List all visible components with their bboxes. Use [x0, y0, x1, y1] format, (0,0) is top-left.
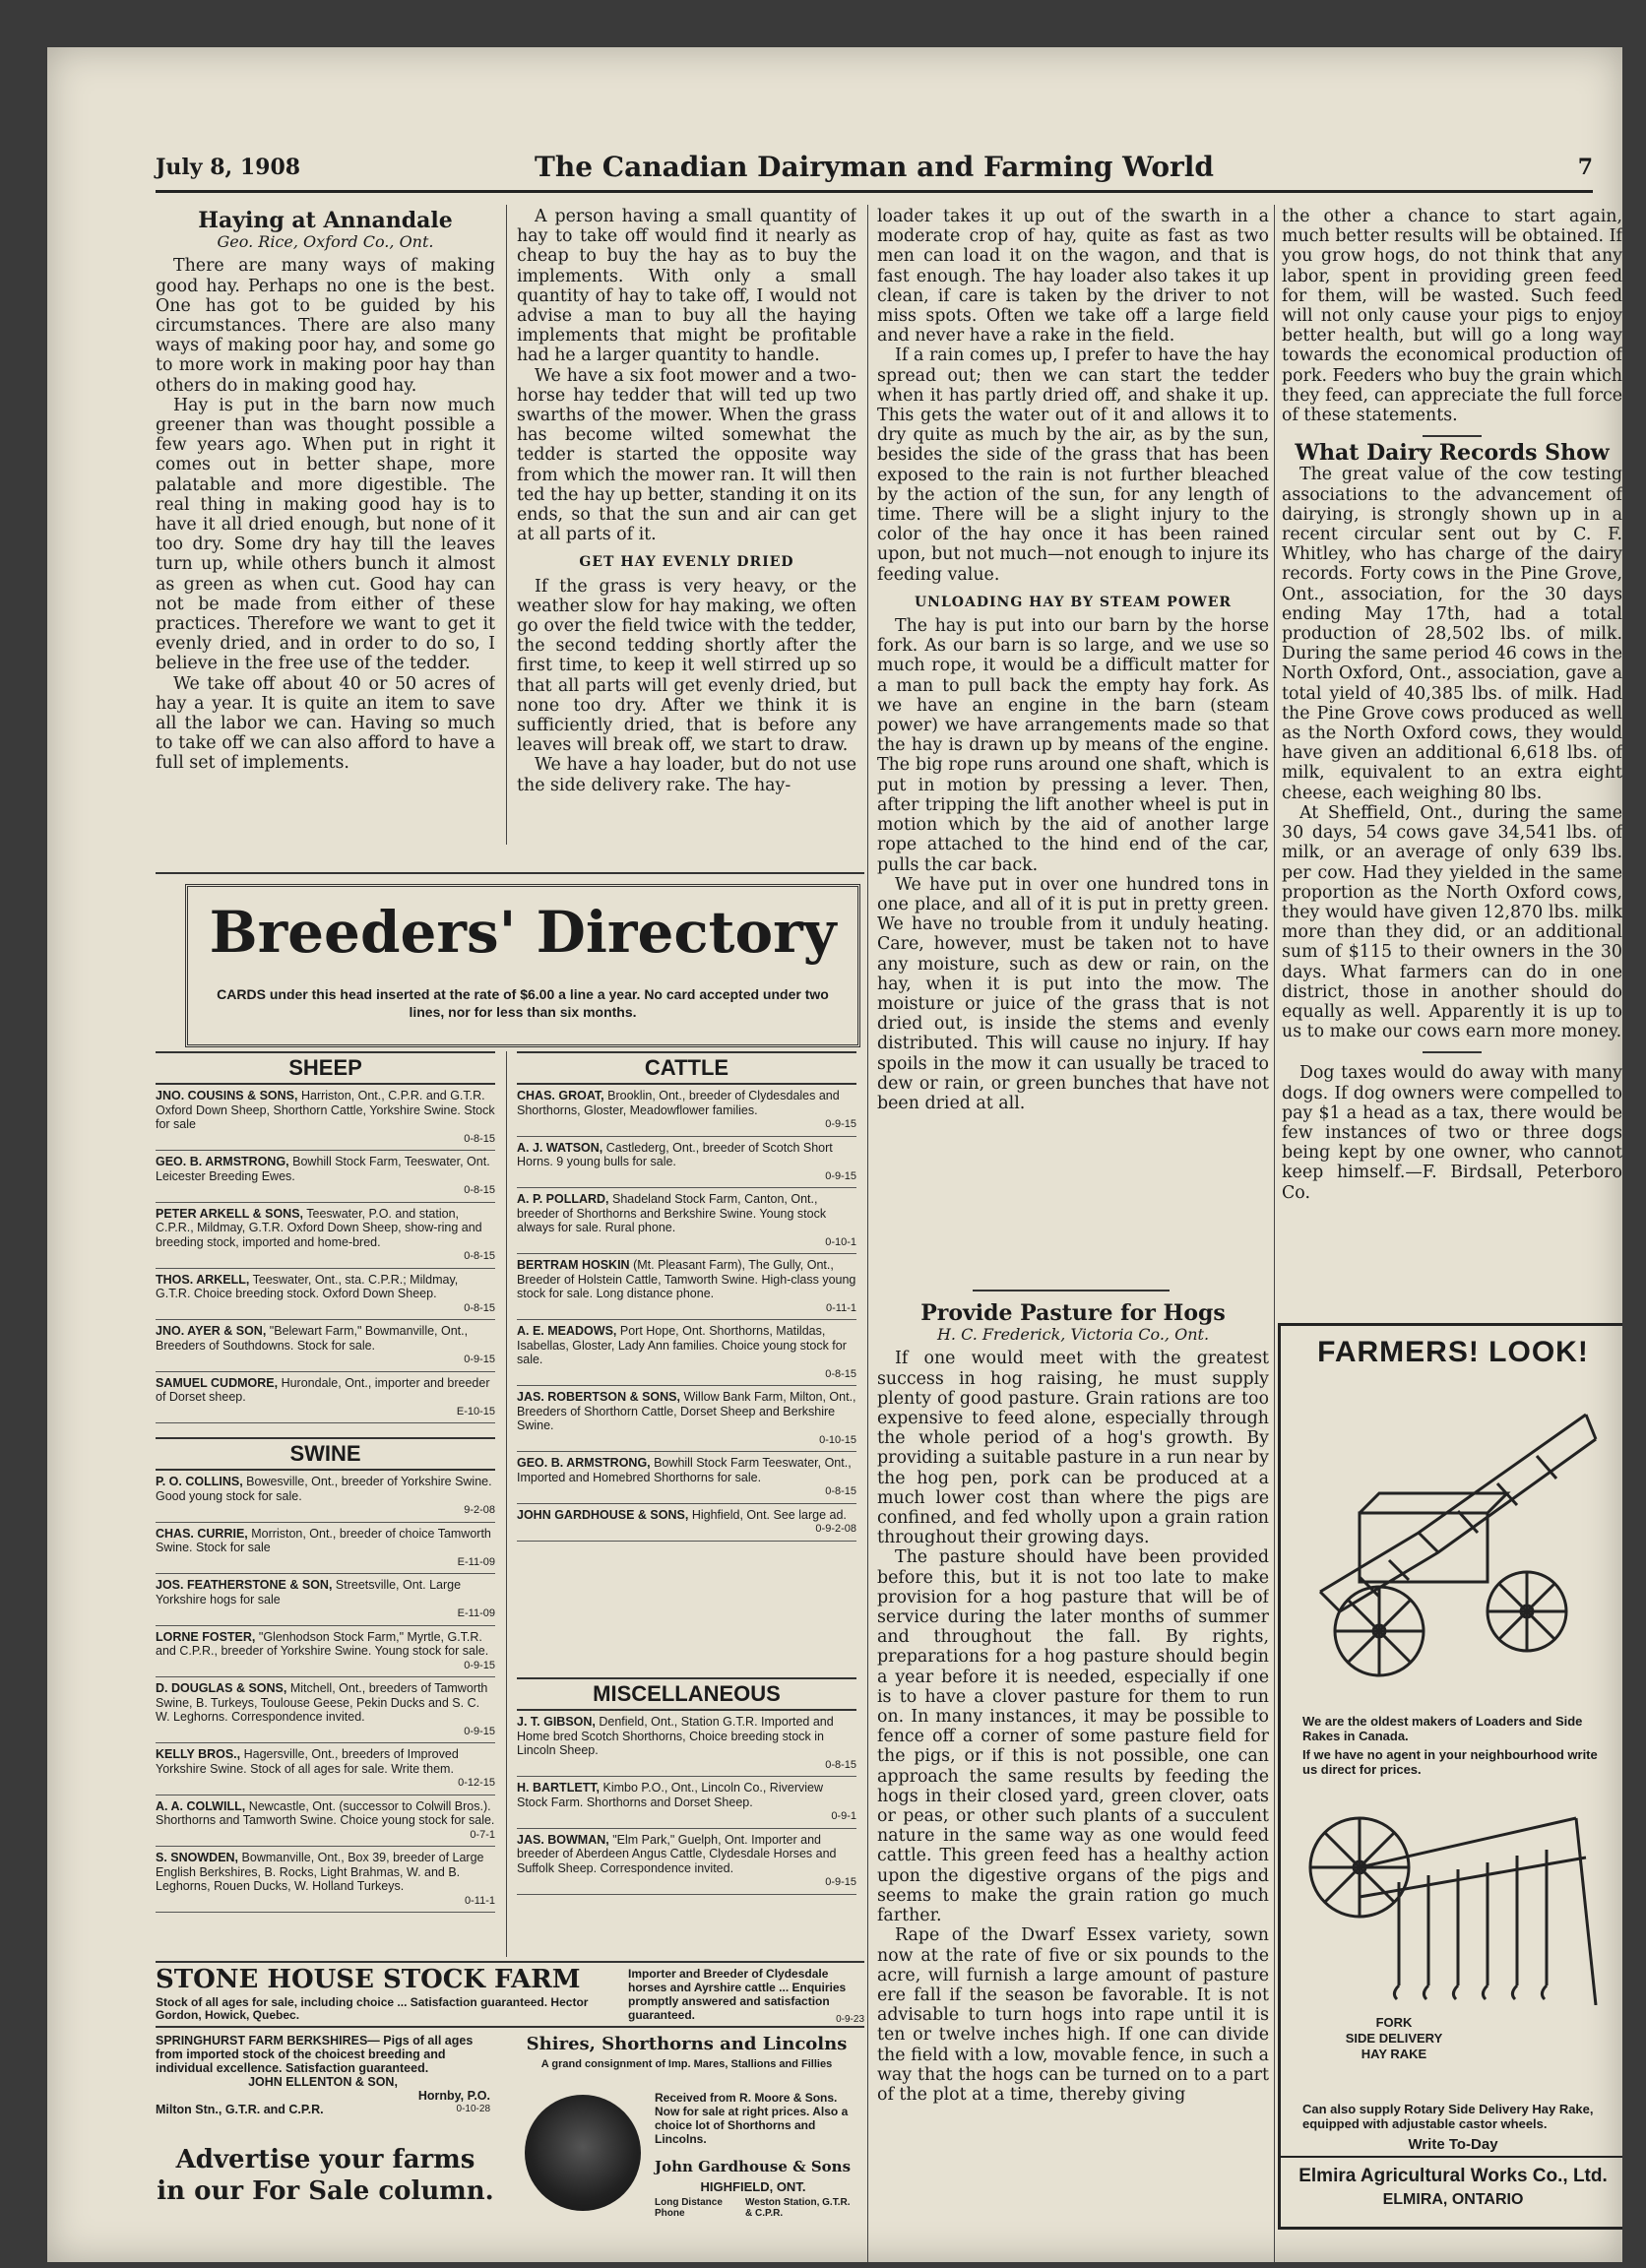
list-item: CHAS. CURRIE, Morriston, Ont., breeder of choice Tamworth Swine. Stock for sale E-11-09 [156, 1523, 495, 1575]
shires-name: John Gardhouse & Sons [655, 2158, 852, 2175]
divider [1423, 435, 1482, 437]
stone-house-right-text: Importer and Breeder of Clydesdale horses and Ayrshire cattle ... Enquiries promptly answered and satisfaction guaranteed. [628, 1967, 847, 2022]
paragraph: Dog taxes would do away with many dogs. If dog owners were compelled to pay $1 a head as a tax, there would be few instances of two or three dogs being kept by one owner, who cannot keep himself.—F. Birdsall, Peterboro Co. [1282, 1063, 1622, 1203]
springhurst-station-row [156, 2103, 490, 2116]
cattle-cards [517, 1085, 856, 1542]
shires-phone: Long Distance Phone [655, 2197, 723, 2219]
paragraph: We have a six foot mower and a two-horse hay tedder that will ted up two swarths of the mower. When the grass has become wilted somewhat the tedder is started the opposite way from which the mower ran. It will then ted the hay up better, standing it on its ends, so that the sun and air can get at all parts of it. [517, 365, 856, 545]
springhurst-owner: JOHN ELLENTON & SON, [248, 2075, 398, 2089]
list-item: S. SNOWDEN, Bowmanville, Ont., Box 39, breeder of Large English Berkshires, B. Rocks, Light Brahmas, W. and B. Leghorns, Rouen Ducks, W. Holland Turkeys. 0-11-1 [156, 1847, 495, 1913]
paragraph: We take off about 40 or 50 acres of hay a year. It is quite an item to save all the labor we can. Having so much to take off we can also afford to have a full set of implements. [156, 673, 495, 774]
company-city: ELMIRA, ONTARIO [1382, 2191, 1524, 2208]
haying-column-2 [517, 207, 856, 847]
farmers-text-3: Can also supply Rotary Side Delivery Hay Rake, equipped with adjustable castor wheels. [1302, 2102, 1594, 2131]
paragraph: The hay is put into our barn by the horse fork. As our barn is so large, and we use so much rope, it would be a difficult matter for a man to pull back the empty hay fork. As we have an engine in the barn (steam power) we have arrangements made so that the hay is drawn up by means of the engine. The big rope runs around one shaft, which is put in motion by pressing a lever. Then, after tripping the lift another wheel is put in motion which by the aid of another large rope attached to the hind end of the car, pulls the car back. [877, 616, 1269, 875]
farmers-title: FARMERS! LOOK! [1317, 1336, 1589, 1368]
page-header [156, 151, 1593, 193]
masthead-title: The Canadian Dairyman and Farming World [535, 151, 1214, 183]
cattle-heading: CATTLE [517, 1051, 856, 1085]
paragraph: the other a chance to start again, much better results will be obtained. If you grow hogs, do not think that any labor, spent in providing green feed for them, will be wasted. Such feed will not only cause your pigs to enjoy better health, but will go a long way towards the economical production of pork. Feeders who buy the grain which they feed, can appreciate the full force of these statements. [1282, 207, 1622, 426]
breeders-directory-header [185, 884, 860, 1047]
stone-house-ad [156, 1961, 864, 2028]
paragraph: If one would meet with the greatest success in hog raising, he must supply plenty of good pasture. Grain rations are too expensive to feed alone, especially through the whole period of a hog's growth. By providing a suitable pasture in a run near by the hog pen, pork can be produced at a much lower cost than where the pigs are confined, and fed wholly upon a grain ration throughout their growing days. [877, 1349, 1269, 1548]
list-item: CHAS. GROAT, Brooklin, Ont., breeder of Clydesdales and Shorthorns, Gloster, Meadowflower families. 0-9-15 [517, 1085, 856, 1137]
misc-heading: MISCELLANEOUS [517, 1677, 856, 1711]
list-item: J. T. GIBSON, Denfield, Ont., Station G.T.R. Imported and Home bred Scotch Shorthorns, Choice breeding stock in Lincoln Sheep. 0-8-15 [517, 1711, 856, 1777]
dairy-records-title: What Dairy Records Show [1295, 440, 1610, 467]
list-item: A. E. MEADOWS, Port Hope, Ont. Shorthorns, Matildas, Isabellas, Gloster, Lady Ann families. Choice young stock for sale. 0-8-15 [517, 1320, 856, 1386]
write-today: Write To-Day [1408, 2136, 1498, 2153]
column-4 [1282, 207, 1622, 1309]
column-rule [506, 205, 507, 845]
springhurst-place: Hornby, P.O. [417, 2089, 490, 2103]
subheading: UNLOADING HAY BY STEAM POWER [914, 594, 1233, 610]
list-item: JNO. AYER & SON, "Belewart Farm," Bowmanville, Ont., Breeders of Southdowns. Stock for sale. 0-9-15 [156, 1320, 495, 1372]
issue-date: July 8, 1908 [156, 155, 301, 180]
pasture-title: Provide Pasture for Hogs [920, 1300, 1226, 1326]
paragraph: We have put in over one hundred tons in one place, and all of it is put in pretty green. We have no trouble from it unduly heating. Care, however, must be taken not to have any moisture, such as dew or rain, on the hay, when it is put into the mow. The moisture or juice of the grass that is not dried out, is inside the stems and evenly distributed. This will cause no injury. If hay spoils in the mow it can usually be traced to dew or rain, or green bunches that have not been dried at all. [877, 874, 1269, 1113]
shires-sub: A grand consignment of Imp. Mares, Stallions and Fillies [540, 2058, 833, 2070]
breeders-directory-note: CARDS under this head inserted at the rate of $6.00 a line a year. No card accepted under two lines, nor for less than six months. [217, 986, 829, 1020]
list-item: PETER ARKELL & SONS, Teeswater, P.O. and station, C.P.R., Mildmay, G.T.R. Oxford Down Sheep, show-ring and breeding stock, imported and home-bred. 0-8-15 [156, 1203, 495, 1269]
list-item: GEO. B. ARMSTRONG, Bowhill Stock Farm, Teeswater, Ont. Leicester Breeding Ewes. 0-8-15 [156, 1151, 495, 1203]
paragraph: If the grass is very heavy, or the weather slow for hay making, we often go over the field twice with the tedder, the second tedding shortly after the first time, to keep it well stirred up so that all parts will get evenly dried, but none too dry. After we think it is sufficiently dried, that is before any leaves will break off, we start to draw. [517, 576, 856, 756]
shires-ad [517, 2034, 856, 2240]
list-item: A. J. WATSON, Castlederg, Ont., breeder of Scotch Short Horns. 9 young bulls for sale. 0-9-15 [517, 1137, 856, 1189]
stone-house-title: STONE HOUSE STOCK FARM [156, 1965, 581, 1994]
side-delivery-rake-illustration [1300, 1789, 1602, 2005]
misc-cards [517, 1711, 856, 1895]
horse-icon [525, 2095, 641, 2211]
hay-loader-illustration [1300, 1395, 1602, 1690]
haying-title: Haying at Annandale [198, 208, 453, 233]
haying-byline: Geo. Rice, Oxford Co., Ont. [217, 232, 434, 252]
list-item: LORNE FOSTER, "Glenhodson Stock Farm," Myrtle, G.T.R. and C.P.R., breeder of Yorkshire Swine. Young stock for sale. 0-9-15 [156, 1626, 495, 1678]
rake-label-3: HAY RAKE [1361, 2047, 1427, 2061]
column-rule [506, 1051, 507, 1957]
rake-label-1: FORK [1375, 2015, 1413, 2030]
column-rule [867, 205, 868, 2262]
farmers-text-2: If we have no agent in your neighbourhood write us direct for prices. [1302, 1747, 1598, 1777]
list-item: D. DOUGLAS & SONS, Mitchell, Ont., breeders of Tamworth Swine, B. Turkeys, Toulouse Geese, Pekin Ducks and S. C. W. Leghorns. Correspondence invited. 0-9-15 [156, 1677, 495, 1743]
paragraph: If a rain comes up, I prefer to have the hay spread out; then we can start the tedder when it has partly dried off, and shake it up. This gets the water out of it and allows it to dry quite as much by the air, as by the sun, besides the side of the grass that has been exposed to the rain is not further bleached by the action of the sun, for any length of time. There will be a slight injury to the color of the hay once it has been rained upon, but not much—not enough to injure its feeding value. [877, 346, 1269, 585]
list-item: A. A. COLWILL, Newcastle, Ont. (successor to Colwill Bros.). Shorthorns and Tamworth Swine. Choice young stock for sale. 0-7-1 [156, 1796, 495, 1848]
list-item: JOS. FEATHERSTONE & SON, Streetsville, Ont. Large Yorkshire hogs for sale E-11-09 [156, 1574, 495, 1626]
list-item: P. O. COLLINS, Bowesville, Ont., breeder of Yorkshire Swine. Good young stock for sale. 9-2-08 [156, 1471, 495, 1523]
springhurst-code: 0-10-28 [456, 2104, 490, 2114]
advertise-ad [156, 2144, 495, 2207]
paragraph: Rape of the Dwarf Essex variety, sown now at the rate of five or six pounds to the acre, will furnish a large amount of pasture ere fall if the season be favorable. It is not advisable to turn hogs into rape until it is ten or twelve inches high. If one can divide the field with a low, movable fence, in such a way that the hogs can be turned on to a part of the plot at a time, thereby giving [877, 1925, 1269, 2105]
swine-cards [156, 1471, 495, 1913]
subheading: GET HAY EVENLY DRIED [579, 554, 794, 571]
farmers-look-ad [1278, 1323, 1622, 2230]
paragraph: The great value of the cow testing associations to the advancement of dairying, is strongly shown up in a recent circular sent out by C. F. Whitley, who has charge of the dairy records. Forty cows in the Pine Grove, Ont., association, for the 30 days ending May 17th, had a total production of 28,502 lbs. of milk. During the same period 46 cows in the North Oxford, Ont., association, gave a total yield of 40,385 lbs. of milk. Had the Pine Grove cows produced as well as the North Oxford cows, they would have given an additional 6,618 lbs. of milk, equivalent to an extra eight cheese, each weighing 80 lbs. [1282, 465, 1622, 803]
list-item: JAS. ROBERTSON & SONS, Willow Bank Farm, Milton, Ont., Breeders of Shorthorn Cattle, Dorset Sheep and Berkshire Swine. 0-10-15 [517, 1386, 856, 1452]
column-rule [1274, 205, 1275, 2262]
advertise-line-1: Advertise your farms [175, 2145, 475, 2174]
paragraph: We have a hay loader, but do not use the side delivery rake. The hay- [517, 755, 856, 795]
divider [1423, 1051, 1482, 1053]
section-divider [156, 872, 864, 874]
list-item: GEO. B. ARMSTRONG, Bowhill Stock Farm Teeswater, Ont., Imported and Homebred Shorthorns for sale. 0-8-15 [517, 1452, 856, 1504]
company-name: Elmira Agricultural Works Co., Ltd. [1298, 2166, 1608, 2186]
paragraph: loader takes it up out of the swarth in a moderate crop of hay, quite as fast as two men can load it on the wagon, and that is fast enough. The hay loader also takes it up clean, if care is taken by the driver to not miss spots. Often we take off a large field and never have a rake in the field. [877, 207, 1269, 346]
paragraph: Hay is put in the barn now much greener than was thought possible a few years ago. When put in right it comes out in better shape, more palatable and more digestible. The real thing in making good hay is to have it all dried enough, but none of it too dry. Some dry hay till the leaves turn up, while others bunch it almost as green as when cut. Good hay can not be made from either of these practices. Therefore we want to get it evenly dried, and in order to do so, I believe in the free use of the tedder. [156, 395, 495, 674]
farmers-footer [1281, 2156, 1622, 2227]
paragraph: The pasture should have been provided before this, but it is not too late to make provision for a hog pasture that will be of service during the later months of summer and throughout the fall. By rights, preparations for a hog pasture should begin a year before it is needed, especially if one is to have a clover pasture for them to run on. In many instances, it may be possible to fence off a corner of some pasture field for the pigs, or if this is not possible, one can approach the same results by feeding the hogs in their closed yard, green clover, oats or peas, or other such plants of a succulent nature in the same way as one would feed cattle. This green feed has a healthy action upon the digestive organs of the pigs and seems to make the grain ration go much farther. [877, 1547, 1269, 1926]
shires-station: Weston Station, G.T.R. & C.P.R. [745, 2197, 851, 2219]
list-item: JAS. BOWMAN, "Elm Park," Guelph, Ont. Importer and breeder of Aberdeen Angus Cattle, Clydesdale Horses and Suffolk Sheep. Correspondence invited. 0-9-15 [517, 1829, 856, 1895]
breeders-directory-title: Breeders' Directory [209, 899, 837, 966]
paragraph: At Sheffield, Ont., during the same 30 days, 54 cows gave 34,541 lbs. of milk, or an average of only 639 lbs. per cow. Had they yielded in the same proportion as the North Oxford cows, they would have given 12,870 lbs. milk more than they did, or an additional sum of $115 to their owners in the 30 days. What farmers can do in one district, those in another should do equally as well. Apparently it is up to us to make our cows earn more money. [1282, 802, 1622, 1042]
page-number: 7 [1577, 155, 1593, 180]
list-item: KELLY BROS., Hagersville, Ont., breeders of Improved Yorkshire Swine. Stock of all ages for sale. Write them. 0-12-15 [156, 1743, 495, 1796]
list-item: THOS. ARKELL, Teeswater, Ont., sta. C.P.R.; Mildmay, G.T.R. Choice breeding stock. Oxford Down Sheep. 0-8-15 [156, 1269, 495, 1321]
springhurst-ad [156, 2034, 490, 2132]
swine-heading: SWINE [156, 1437, 495, 1471]
stone-house-code: 0-9-23 [836, 2014, 864, 2025]
springhurst-station: Milton Stn., G.T.R. and C.P.R. [156, 2103, 324, 2116]
paragraph: A person having a small quantity of hay to take off would find it nearly as cheap to buy the hay as to buy the implements. With only a small quantity of hay to take off, I would not advise a man to buy all the haying implements that might be profitable had he a larger quantity to handle. [517, 207, 856, 366]
shires-place: HIGHFIELD, ONT. [700, 2179, 806, 2194]
haying-column-3 [877, 207, 1269, 1290]
stone-house-left-text: Stock of all ages for sale, including choice ... Satisfaction guaranteed. Hector Gordon, Howick, Quebec. [156, 1995, 589, 2022]
list-item: A. P. POLLARD, Shadeland Stock Farm, Canton, Ont., breeder of Shorthorns and Berkshire Swine. Young stock always for sale. Rural phone. 0-10-1 [517, 1188, 856, 1254]
sheep-heading: SHEEP [156, 1051, 495, 1085]
list-item: SAMUEL CUDMORE, Hurondale, Ont., importer and breeder of Dorset sheep. E-10-15 [156, 1372, 495, 1424]
springhurst-text: SPRINGHURST FARM BERKSHIRES— Pigs of all ages from imported stock of the choicest breeding and individual excellence. Satisfaction guaranteed. [156, 2034, 474, 2075]
list-item: BERTRAM HOSKIN (Mt. Pleasant Farm), The Gully, Ont., Breeder of Holstein Cattle, Tamworth Swine. High-class young stock for sale. Long distance phone. 0-11-1 [517, 1254, 856, 1320]
haying-column-1 [156, 207, 495, 847]
shires-title: Shires, Shorthorns and Lincolns [526, 2034, 848, 2054]
shires-text: Received from R. Moore & Sons. Now for sale at right prices. Also a choice lot of Shorthorns and Lincolns. [655, 2091, 849, 2146]
list-item: H. BARTLETT, Kimbo P.O., Ont., Lincoln Co., Riverview Stock Farm. Shorthorns and Dorset Sheep. 0-9-1 [517, 1777, 856, 1829]
rake-label-2: SIDE DELIVERY [1345, 2031, 1443, 2046]
farmers-text-1: We are the oldest makers of Loaders and Side Rakes in Canada. [1302, 1714, 1583, 1743]
newspaper-page [47, 47, 1622, 2262]
pasture-column [877, 1299, 1269, 2244]
sheep-cards [156, 1085, 495, 1423]
pasture-byline: H. C. Frederick, Victoria Co., Ont. [936, 1325, 1210, 1345]
list-item: JOHN GARDHOUSE & SONS, Highfield, Ont. See large ad. 0-9-2-08 [517, 1504, 856, 1542]
article-divider [973, 1290, 1170, 1292]
paragraph: There are many ways of making good hay. Perhaps no one is the best. One has got to be guided by his circumstances. There are also many ways of making poor hay, and some go to more work in making poor hay than others do in making good hay. [156, 256, 495, 396]
list-item: JNO. COUSINS & SONS, Harriston, Ont., C.P.R. and G.T.R. Oxford Down Sheep, Shorthorn Cattle, Yorkshire Swine. Stock for sale 0-8-15 [156, 1085, 495, 1151]
advertise-line-2: in our For Sale column. [157, 2176, 494, 2206]
